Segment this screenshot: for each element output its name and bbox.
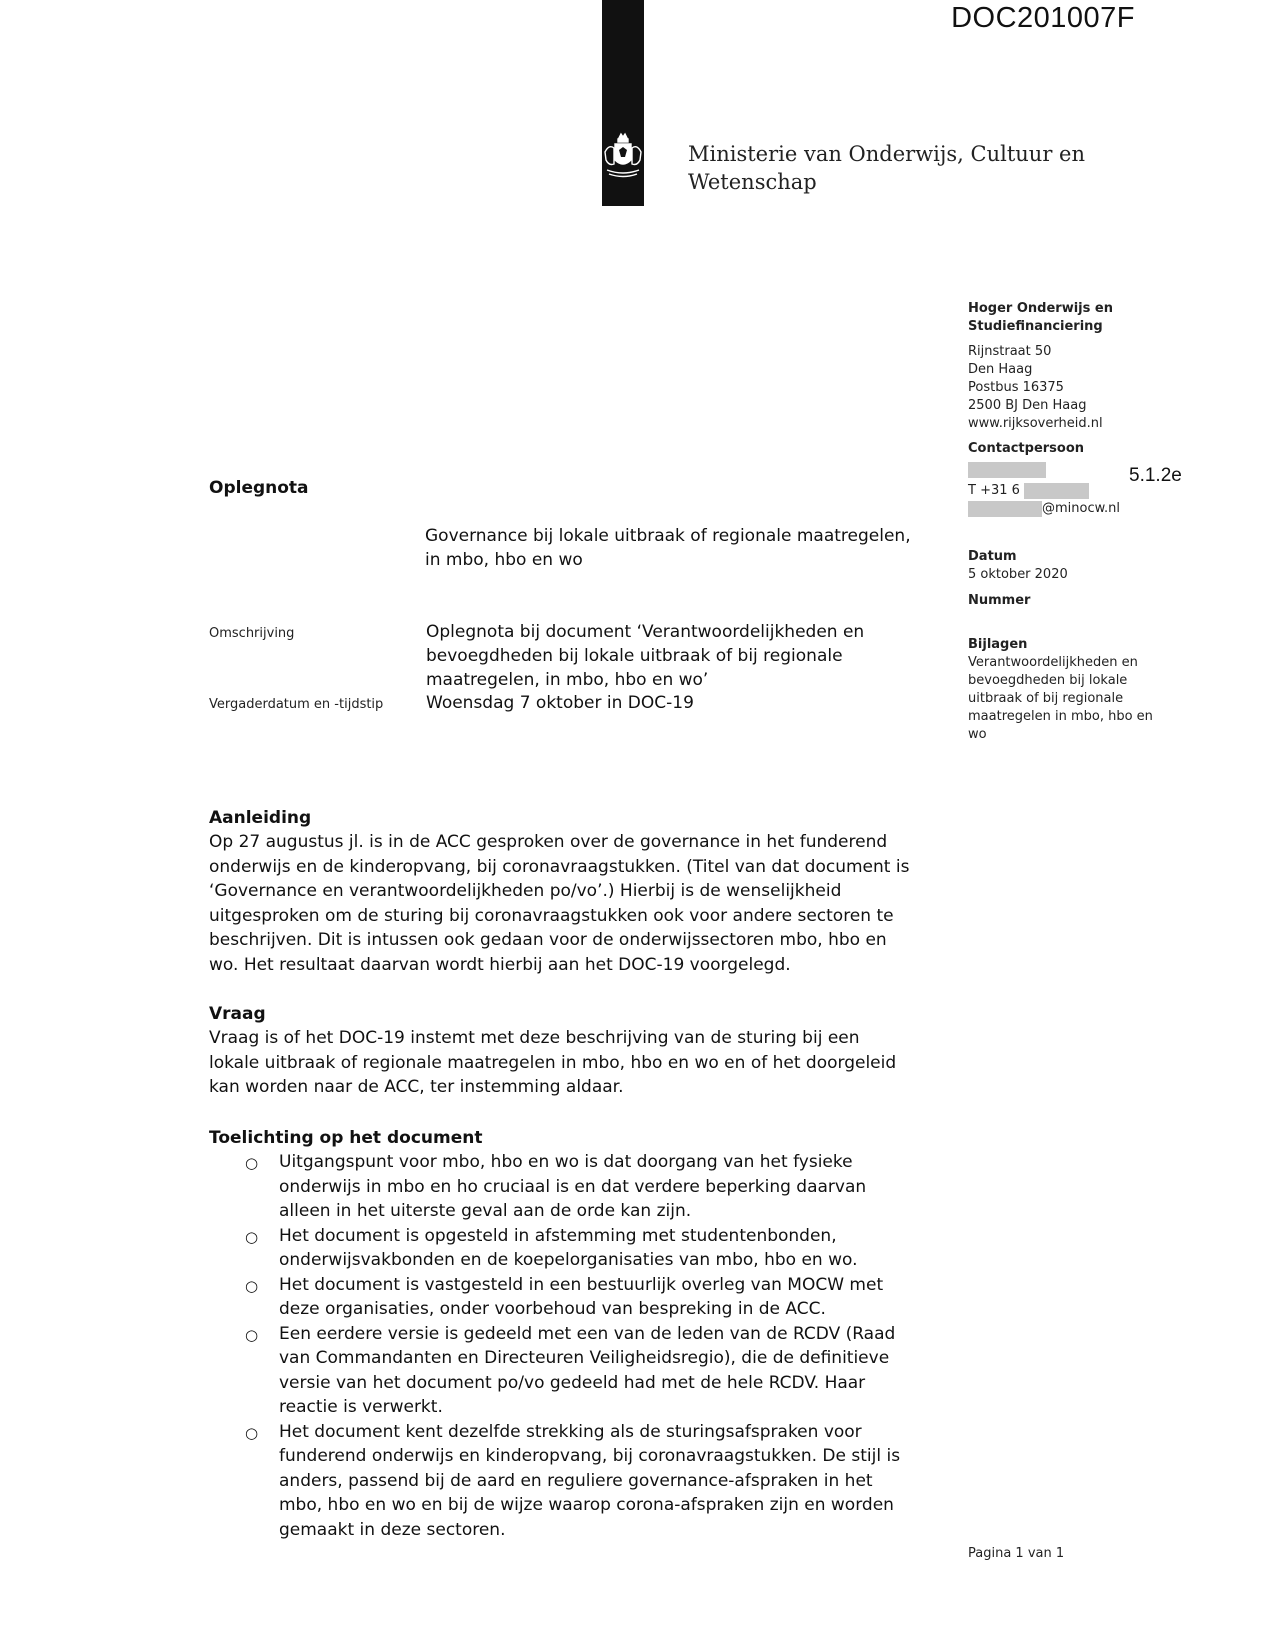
ministry-name-line: Wetenschap xyxy=(688,170,817,194)
paragraph-line: ‘Governance en verantwoordelijkheden po/vo’.) Hierbij is de wenselijkheid xyxy=(209,881,842,901)
phone-prefix: T +31 6 xyxy=(968,483,1020,498)
omschrijving-value xyxy=(426,620,864,692)
subject xyxy=(425,524,911,572)
omschrijving-line: bevoegdheden bij lokale uitbraak of bij regionale xyxy=(426,646,843,666)
contact-label: Contactpersoon xyxy=(968,441,1085,456)
omschrijving-line: maatregelen, in mbo, hbo en wo’ xyxy=(426,670,709,690)
bullet-circle-icon: ○ xyxy=(245,1325,259,1344)
list-item-line: van Commandanten en Directeuren Veiligheidsregio), die de definitieve xyxy=(279,1348,890,1368)
paragraph-line: Vraag is of het DOC-19 instemt met deze beschrijving van de sturing bij een xyxy=(209,1028,860,1048)
page-number: Pagina 1 van 1 xyxy=(968,1546,1065,1561)
bullet-circle-icon: ○ xyxy=(245,1227,259,1246)
list-item-line: Het document is opgesteld in afstemming met studentenbonden, xyxy=(279,1225,837,1246)
redacted-name xyxy=(968,462,1046,478)
sidebar-date xyxy=(968,548,1068,584)
redaction-code: 5.1.2e xyxy=(1129,465,1182,486)
list-item xyxy=(209,1322,969,1420)
paragraph-line: uitgesproken om de sturing bij coronavraagstukken ook voor andere sectoren te xyxy=(209,905,894,926)
bullet-circle-icon: ○ xyxy=(245,1154,259,1172)
list-item-line: deze organisaties, onder voorbehoud van bespreking in de ACC. xyxy=(279,1299,826,1319)
section-toelichting xyxy=(209,1126,969,1542)
list-item-line: alleen in het uiterste geval aan de orde kan zijn. xyxy=(279,1201,692,1221)
website-link[interactable]: www.rijksoverheid.nl xyxy=(968,416,1103,431)
ministry-name-line: Ministerie van Onderwijs, Cultuur en xyxy=(688,142,1085,166)
list-item xyxy=(209,1273,969,1322)
list-item-line: funderend onderwijs en kinderopvang, bij coronavraagstukken. De stijl is xyxy=(279,1446,901,1466)
list-item xyxy=(209,1150,969,1224)
subject-line: in mbo, hbo en wo xyxy=(425,550,583,570)
paragraph-line: kan worden naar de ACC, ter instemming aldaar. xyxy=(209,1077,624,1097)
section-title: Vraag xyxy=(209,1004,266,1024)
number-label: Nummer xyxy=(968,593,1031,608)
document-type: Oplegnota xyxy=(209,478,309,498)
date-label: Datum xyxy=(968,549,1017,564)
attachment-line: wo xyxy=(968,727,987,742)
address-line: Postbus 16375 xyxy=(968,380,1064,395)
address-line: Rijnstraat 50 xyxy=(968,344,1052,359)
department-name: Hoger Onderwijs en xyxy=(968,301,1113,316)
list-item-line: Het document kent dezelfde strekking als de sturingsafspraken voor xyxy=(279,1421,862,1442)
section-aanleiding xyxy=(209,806,949,977)
bullet-list xyxy=(209,1150,969,1542)
address-line: 2500 BJ Den Haag xyxy=(968,398,1087,413)
paragraph-line: Op 27 augustus jl. is in de ACC gesproken over de governance in het funderend xyxy=(209,832,888,852)
list-item-line: versie van het document po/vo gedeeld had met de hele RCDV. Haar xyxy=(279,1372,866,1393)
list-item-line: reactie is verwerkt. xyxy=(279,1397,443,1417)
section-title: Aanleiding xyxy=(209,808,312,828)
attachment-line: bevoegdheden bij lokale xyxy=(968,673,1128,688)
sidebar-attachments xyxy=(968,636,1153,744)
list-item-line: Een eerdere versie is gedeeld met een van de leden van de RCDV (Raad xyxy=(279,1323,896,1344)
coat-of-arms-icon xyxy=(601,130,645,186)
paragraph-line: onderwijs en de kinderopvang, bij coronavraagstukken. (Titel van dat document is xyxy=(209,856,910,877)
list-item-line: anders, passend bij de aard en reguliere governance-afspraken in het xyxy=(279,1470,873,1491)
date-value: 5 oktober 2020 xyxy=(968,567,1068,582)
redacted-email xyxy=(968,501,1042,517)
meeting-value: Woensdag 7 oktober in DOC-19 xyxy=(426,693,694,713)
bullet-circle-icon: ○ xyxy=(245,1423,259,1442)
attachment-line: maatregelen in mbo, hbo en xyxy=(968,709,1153,724)
attachment-line: uitbraak of bij regionale xyxy=(968,691,1124,706)
bullet-circle-icon: ○ xyxy=(245,1276,259,1295)
sidebar-address xyxy=(968,343,1103,433)
meeting-label: Vergaderdatum en -tijdstip xyxy=(209,697,384,712)
list-item-line: onderwijsvakbonden en de koepelorganisaties van mbo, hbo en wo. xyxy=(279,1250,858,1270)
list-item-line: Uitgangspunt voor mbo, hbo en wo is dat doorgang van het fysieke xyxy=(279,1152,853,1172)
list-item xyxy=(209,1420,969,1543)
paragraph-line: lokale uitbraak of regionale maatregelen in mbo, hbo en wo en of het doorgeleid xyxy=(209,1052,897,1073)
email-suffix: @minocw.nl xyxy=(1042,501,1121,516)
list-item-line: mbo, hbo en wo en bij de wijze waarop corona-afspraken zijn en worden xyxy=(279,1495,894,1515)
list-item xyxy=(209,1224,969,1273)
department-name: Studiefinanciering xyxy=(968,319,1103,334)
paragraph-line: beschrijven. Dit is intussen ook gedaan voor de onderwijssectoren mbo, hbo en xyxy=(209,930,887,950)
omschrijving-label: Omschrijving xyxy=(209,626,295,641)
address-line: Den Haag xyxy=(968,362,1033,377)
attachment-line: Verantwoordelijkheden en xyxy=(968,655,1138,670)
list-item-line: gemaakt in deze sectoren. xyxy=(279,1519,506,1540)
omschrijving-line: Oplegnota bij document ‘Verantwoordelijkheden en xyxy=(426,622,865,642)
sidebar-number xyxy=(968,592,1030,610)
list-item-line: Het document is vastgesteld in een bestuurlijk overleg van MOCW met xyxy=(279,1274,884,1295)
redacted-phone xyxy=(1024,483,1089,499)
section-title: Toelichting op het document xyxy=(209,1128,483,1148)
list-item-line: onderwijs in mbo en ho cruciaal is en dat verdere beperking daarvan xyxy=(279,1176,867,1197)
section-vraag xyxy=(209,1002,949,1100)
paragraph-line: wo. Het resultaat daarvan wordt hierbij aan het DOC-19 voorgelegd. xyxy=(209,954,791,975)
sidebar-department xyxy=(968,300,1208,336)
attachments-label: Bijlagen xyxy=(968,637,1028,652)
sidebar-contact xyxy=(968,440,1120,518)
document-code: DOC201007F xyxy=(951,2,1135,34)
ministry-name xyxy=(688,140,1085,196)
subject-line: Governance bij lokale uitbraak of regionale maatregelen, xyxy=(425,526,911,546)
